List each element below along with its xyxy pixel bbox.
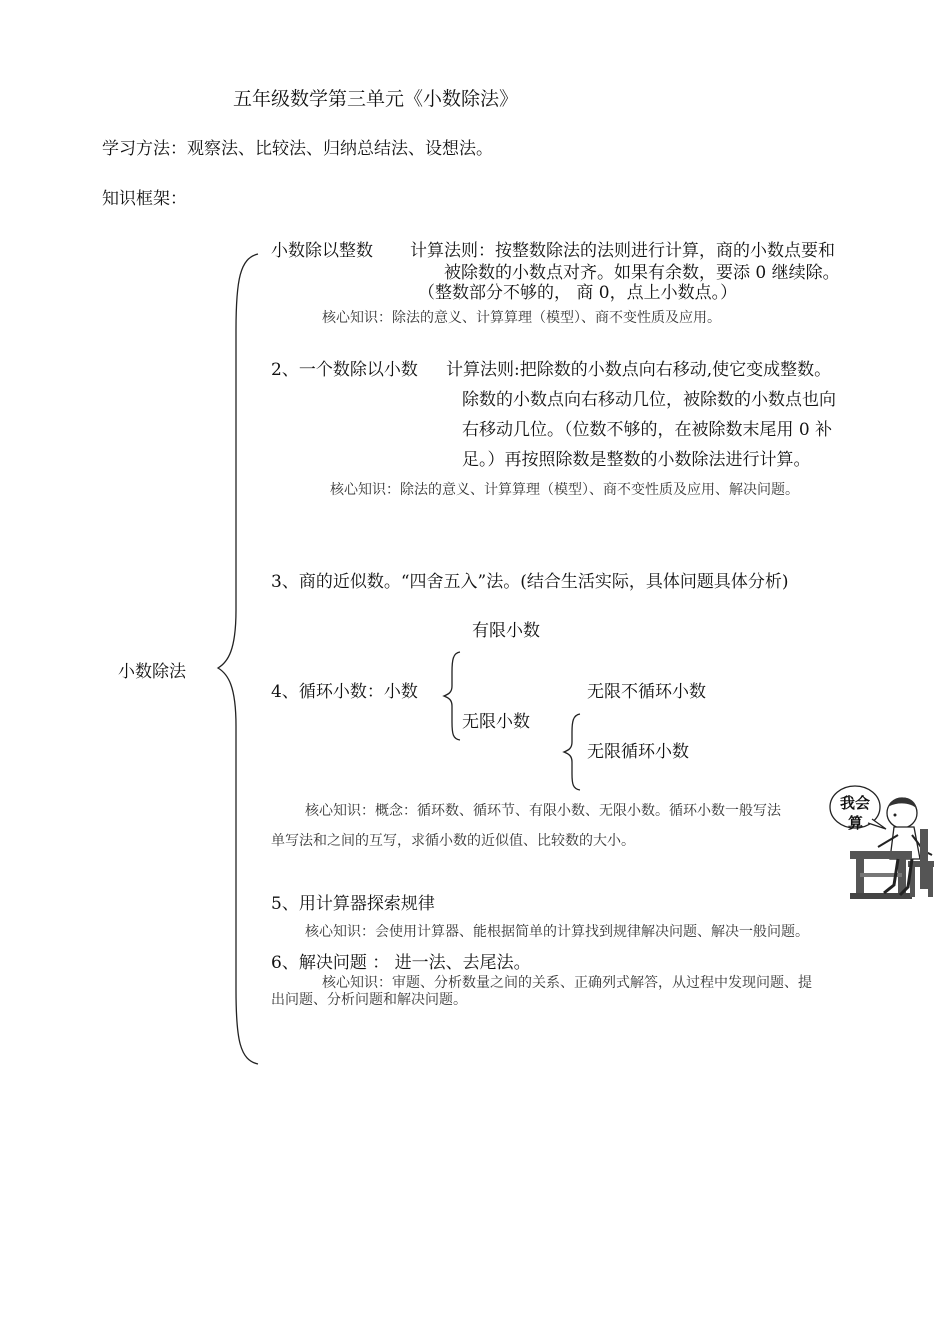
- section5-heading: 5、用计算器探索规律: [271, 894, 435, 914]
- page-title: 五年级数学第三单元《小数除法》: [233, 88, 519, 110]
- main-brace: [210, 250, 260, 1070]
- section4-core-line2: 单写法和之间的互写，求循小数的近似值、比较数的大小。: [271, 833, 635, 849]
- section2-rule-line4: 足。）再按照除数是整数的小数除法进行计算。: [462, 450, 811, 470]
- section1-heading: 小数除以整数: [271, 241, 373, 261]
- section1-rule-line2: 被除数的小数点对齐。如果有余数，要添 0 继续除。: [444, 263, 840, 283]
- section2-core: 核心知识：除法的意义、计算算理（模型）、商不变性质及应用、解决问题。: [330, 482, 799, 498]
- section6-core-line2: 出问题、分析问题和解决问题。: [271, 992, 467, 1008]
- root-topic: 小数除法: [118, 662, 186, 682]
- section2-heading: 2、一个数除以小数: [271, 360, 418, 380]
- section1-core: 核心知识：除法的意义、计算算理（模型）、商不变性质及应用。: [322, 310, 721, 326]
- section1-rule-line1: 计算法则：按整数除法的法则进行计算，商的小数点要和: [410, 241, 835, 261]
- section1-rule-line3: （整数部分不够的， 商 0，点上小数点。）: [418, 283, 738, 303]
- finite-decimal: 有限小数: [472, 621, 540, 641]
- section4-heading: 4、循环小数：小数: [271, 682, 418, 702]
- section2-rule-line3: 右移动几位。（位数不够的，在被除数末尾用 0 补: [462, 420, 833, 440]
- section4-core-line1: 核心知识：概念：循环数、循环节、有限小数、无限小数。循环小数一般写法: [305, 803, 781, 819]
- section2-rule-line2: 除数的小数点向右移动几位，被除数的小数点也向: [462, 390, 836, 410]
- section2-rule-line1: 计算法则:把除数的小数点向右移动,使它变成整数。: [446, 360, 832, 380]
- study-methods: 学习方法：观察法、比较法、归纳总结法、设想法。: [102, 139, 493, 159]
- section6-heading: 6、解决问题 ： 进一法、去尾法。: [271, 953, 531, 973]
- decimal-brace: [440, 650, 464, 742]
- framework-label: 知识框架：: [102, 189, 187, 209]
- infinite-decimal: 无限小数: [462, 712, 530, 732]
- repeating-decimal: 无限循环小数: [587, 742, 689, 762]
- speech-bubble-line2: 算: [848, 814, 864, 832]
- section5-core: 核心知识：会使用计算器、能根据简单的计算找到规律解决问题、解决一般问题。: [305, 924, 809, 940]
- non-repeating-decimal: 无限不循环小数: [587, 682, 706, 702]
- infinite-brace: [560, 712, 584, 792]
- section6-core-line1: 核心知识：审题、分析数量之间的关系、正确列式解答，从过程中发现问题、提: [322, 975, 812, 991]
- speech-bubble-line1: 我会: [840, 794, 871, 812]
- section3-text: 3、商的近似数。“四舍五入”法。(结合生活实际，具体问题具体分析): [271, 572, 789, 592]
